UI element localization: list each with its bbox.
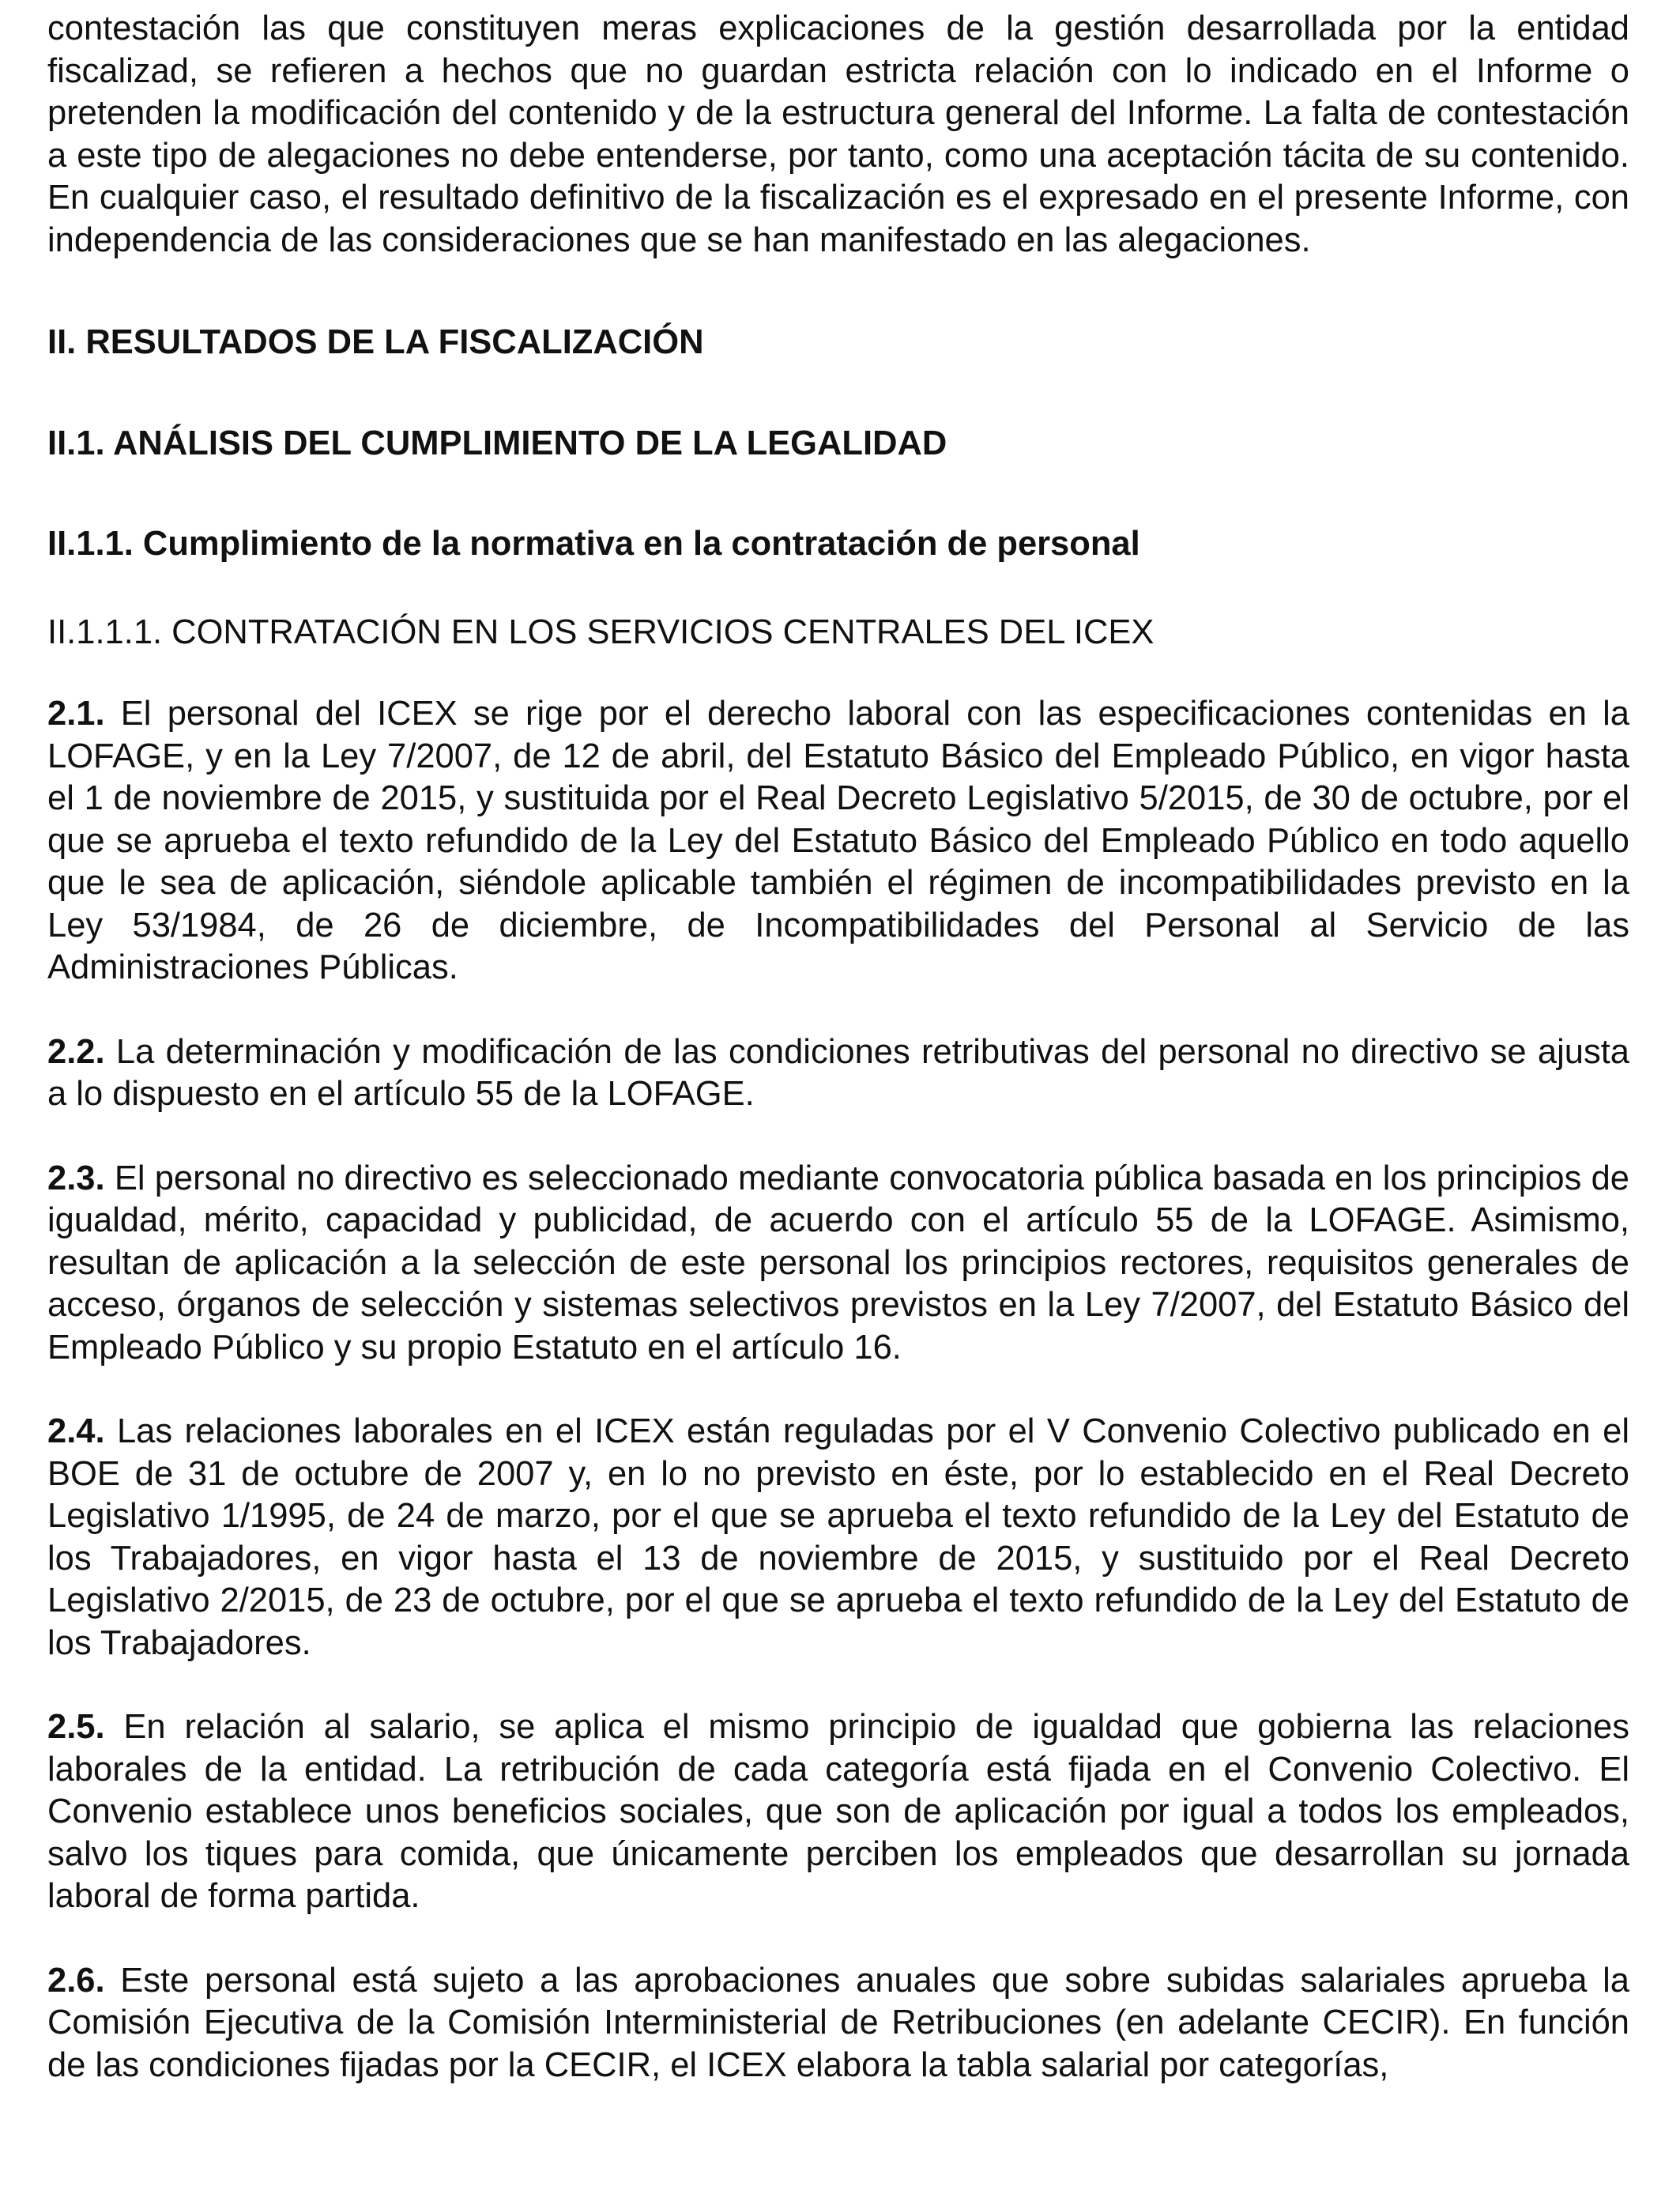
paragraph-text: El personal no directivo es seleccionado mediante convocatoria pública basada en los principios de igualdad, mérito, capacidad y publicidad, de acuerdo con el artículo 55 de la LOFAGE. Asimismo, resultan de aplicación a la selección de este personal los principios rectores, requisitos generales de acceso, órganos de selección y sistemas selectivos previstos en la Ley 7/2007, del Estatuto Básico del Empleado Público y su propio Estatuto en el artículo 16.	[47, 1159, 1629, 1367]
paragraph-2-2	[47, 1031, 1629, 1116]
paragraph-number: 2.5.	[47, 1708, 105, 1746]
page-content	[47, 8, 1629, 2087]
paragraph-2-6	[47, 1960, 1629, 2087]
paragraph-number: 2.2.	[47, 1032, 105, 1071]
paragraph-2-3	[47, 1158, 1629, 1370]
paragraph-number: 2.1.	[47, 695, 105, 733]
paragraph-2-4	[47, 1411, 1629, 1664]
paragraph-text: En relación al salario, se aplica el mismo principio de igualdad que gobierna las relaciones laborales de la entidad. La retribución de cada categoría está fijada en el Convenio Colectivo. El Convenio establece unos beneficios sociales, que son de aplicación por igual a todos los empleados, salvo los tiques para comida, que únicamente perciben los empleados que desarrollan su jornada laboral de forma partida.	[47, 1708, 1629, 1915]
paragraph-text: El personal del ICEX se rige por el derecho laboral con las especificaciones contenidas en la LOFAGE, y en la Ley 7/2007, de 12 de abril, del Estatuto Básico del Empleado Público, en vigor hasta el 1 de noviembre de 2015, y sustituida por el Real Decreto Legislativo 5/2015, de 30 de octubre, por el que se aprueba el texto refundido de la Ley del Estatuto Básico del Empleado Público en todo aquello que le sea de aplicación, siéndole aplicable también el régimen de incompatibilidades previsto en la Ley 53/1984, de 26 de diciembre, de Incompatibilidades del Personal al Servicio de las Administraciones Públicas.	[47, 695, 1629, 986]
section-heading: II. RESULTADOS DE LA FISCALIZACIÓN	[47, 323, 704, 361]
paragraph-text: Las relaciones laborales en el ICEX están reguladas por el V Convenio Colectivo publicado en el BOE de 31 de octubre de 2007 y, en lo no previsto en éste, por lo establecido en el Real Decreto Legislativo 1/1995, de 24 de marzo, por el que se aprueba el texto refundido de la Ley del Estatuto de los Trabajadores, en vigor hasta el 13 de noviembre de 2015, y sustituido por el Real Decreto Legislativo 2/2015, de 23 de octubre, por el que se aprueba el texto refundido de la Ley del Estatuto de los Trabajadores.	[47, 1412, 1629, 1662]
paragraph-2-5	[47, 1706, 1629, 1918]
paragraph-number: 2.3.	[47, 1159, 105, 1197]
subsection-heading: II.1. ANÁLISIS DEL CUMPLIMIENTO DE LA LEGALIDAD	[47, 424, 947, 462]
paragraph-number: 2.4.	[47, 1412, 105, 1450]
intro-paragraph: contestación las que constituyen meras explicaciones de la gestión desarrollada por la entidad fiscalizad, se refieren a hechos que no guardan estricta relación con lo indicado en el Informe o pretenden la modificación del contenido y de la estructura general del Informe. La falta de contestación a este tipo de alegaciones no debe entenderse, por tanto, como una aceptación tácita de su contenido. En cualquier caso, el resultado definitivo de la fiscalización es el expresado en el presente Informe, con independencia de las consideraciones que se han manifestado en las alegaciones.	[47, 9, 1629, 259]
paragraph-text: La determinación y modificación de las condiciones retributivas del personal no directivo se ajusta a lo dispuesto en el artículo 55 de la LOFAGE.	[47, 1032, 1629, 1113]
subsubsubsection-heading: II.1.1.1. CONTRATACIÓN EN LOS SERVICIOS CENTRALES DEL ICEX	[47, 613, 1155, 651]
paragraph-2-1	[47, 693, 1629, 990]
paragraph-text: Este personal está sujeto a las aprobaciones anuales que sobre subidas salariales aprueba la Comisión Ejecutiva de la Comisión Interministerial de Retribuciones (en adelante CECIR). En función de las condiciones fijadas por la CECIR, el ICEX elabora la tabla salarial por categorías,	[47, 1961, 1629, 2084]
paragraph-number: 2.6.	[47, 1961, 105, 2000]
subsubsection-heading: II.1.1. Cumplimiento de la normativa en la contratación de personal	[47, 525, 1140, 563]
